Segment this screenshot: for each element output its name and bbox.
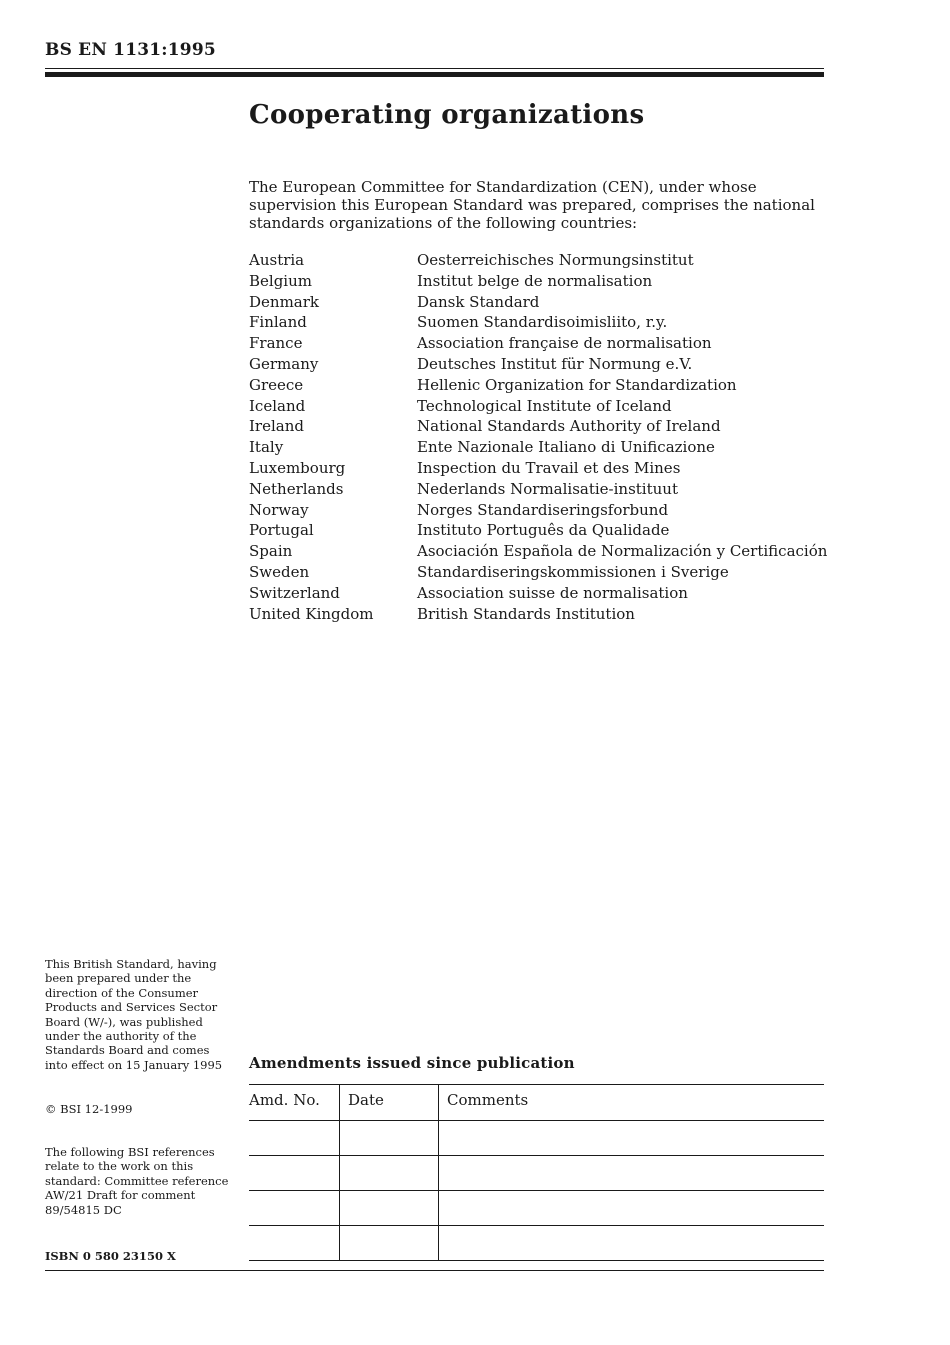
- date-cell: [340, 1156, 439, 1191]
- country-name: United Kingdom: [249, 604, 374, 623]
- organization-row: [249, 375, 824, 396]
- footer-rule: [45, 1270, 824, 1271]
- intro-paragraph: The European Committee for Standardization (CEN), under whose supervision this European Standard was prepared, comprises the national standards organizations of the following countries:: [249, 178, 815, 232]
- organization-row: [249, 354, 824, 375]
- document-reference: BS EN 1131:1995: [45, 40, 216, 60]
- comments-cell: [439, 1156, 825, 1191]
- amendments-table: [249, 1084, 824, 1261]
- isbn: ISBN 0 580 23150 X: [45, 1249, 176, 1263]
- organization-row: [249, 271, 824, 292]
- organization-row: [249, 396, 824, 417]
- country-name: Denmark: [249, 292, 319, 311]
- country-name: Austria: [249, 251, 305, 269]
- organization-name: Nederlands Normalisatie-instituut: [417, 479, 678, 498]
- organization-row: [249, 520, 824, 541]
- country-name: Ireland: [249, 417, 304, 436]
- organization-row: [249, 437, 824, 458]
- organization-name: Asociación Española de Normalización y Certificación: [417, 542, 828, 561]
- comments-cell: [439, 1191, 825, 1226]
- table-row: [249, 1121, 824, 1156]
- organization-row: [249, 312, 824, 333]
- country-name: Portugal: [249, 521, 314, 540]
- country-name: Italy: [249, 438, 284, 457]
- organization-name: Association suisse de normalisation: [417, 583, 688, 602]
- country-name: Sweden: [249, 562, 310, 581]
- publication-note: This British Standard, having been prepared under the direction of the Consumer Products and Services Sector Board (W/-), was published under the authority of the Standards Board and comes into effect on 15 January 1995: [45, 957, 223, 1072]
- country-name: Norway: [249, 500, 309, 519]
- amd-no-cell: [249, 1191, 340, 1226]
- organization-row: [249, 604, 824, 625]
- organization-name: Institut belge de normalisation: [417, 271, 653, 290]
- organization-row: [249, 541, 828, 562]
- date-cell: [340, 1226, 439, 1261]
- organization-name: British Standards Institution: [417, 604, 635, 623]
- column-header-comments: Comments: [439, 1085, 825, 1121]
- amd-no-cell: [249, 1121, 340, 1156]
- header-rule-thin: [45, 68, 824, 69]
- country-name: France: [249, 334, 303, 353]
- comments-cell: [439, 1226, 825, 1261]
- organization-name: Norges Standardiseringsforbund: [417, 500, 669, 519]
- organization-row: [249, 458, 824, 479]
- organization-row: [249, 562, 824, 583]
- country-name: Switzerland: [249, 583, 340, 602]
- organization-name: Inspection du Travail et des Mines: [417, 458, 681, 477]
- organization-name: Deutsches Institut für Normung e.V.: [417, 354, 693, 373]
- organization-row: [249, 479, 824, 500]
- amendments-heading: Amendments issued since publication: [249, 1054, 575, 1072]
- country-name: Finland: [249, 313, 307, 332]
- country-name: Germany: [249, 354, 319, 373]
- organization-name: Dansk Standard: [417, 292, 540, 311]
- organization-name: Oesterreichisches Normungsinstitut: [417, 251, 694, 269]
- organization-name: Standardiseringskommissionen i Sverige: [417, 562, 729, 581]
- organization-row: [249, 500, 824, 521]
- country-name: Belgium: [249, 271, 312, 290]
- date-cell: [340, 1191, 439, 1226]
- organization-row: [249, 583, 824, 604]
- organization-name: Instituto Português da Qualidade: [417, 521, 670, 540]
- organization-name: Hellenic Organization for Standardization: [417, 375, 737, 394]
- organization-row: [249, 333, 824, 354]
- organization-name: Ente Nazionale Italiano di Unificazione: [417, 438, 715, 457]
- page-title: Cooperating organizations: [249, 100, 645, 130]
- country-name: Netherlands: [249, 479, 344, 498]
- country-name: Spain: [249, 542, 293, 561]
- header-rule-thick: [45, 72, 824, 77]
- table-row: [249, 1191, 824, 1226]
- bsi-references-note: The following BSI references relate to the work on this standard: Committee reference AW/21 Draft for comment 89/54815 DC: [45, 1145, 229, 1217]
- column-header-amd-no: Amd. No.: [249, 1085, 340, 1121]
- table-row: [249, 1156, 824, 1191]
- organization-row: [249, 416, 824, 437]
- organization-name: Association française de normalisation: [417, 334, 712, 353]
- organization-list: [249, 250, 828, 624]
- country-name: Greece: [249, 375, 304, 394]
- copyright-notice: © BSI 12-1999: [45, 1102, 133, 1116]
- amd-no-cell: [249, 1226, 340, 1261]
- column-header-date: Date: [340, 1085, 439, 1121]
- organization-name: Technological Institute of Iceland: [417, 396, 672, 415]
- organization-row: [249, 250, 824, 271]
- date-cell: [340, 1121, 439, 1156]
- table-row: [249, 1226, 824, 1261]
- country-name: Iceland: [249, 396, 306, 415]
- organization-name: National Standards Authority of Ireland: [417, 417, 721, 436]
- comments-cell: [439, 1121, 825, 1156]
- organization-name: Suomen Standardisoimisliito, r.y.: [417, 313, 668, 332]
- country-name: Luxembourg: [249, 458, 346, 477]
- amendments-header-row: [249, 1085, 824, 1121]
- organization-row: [249, 292, 824, 313]
- amd-no-cell: [249, 1156, 340, 1191]
